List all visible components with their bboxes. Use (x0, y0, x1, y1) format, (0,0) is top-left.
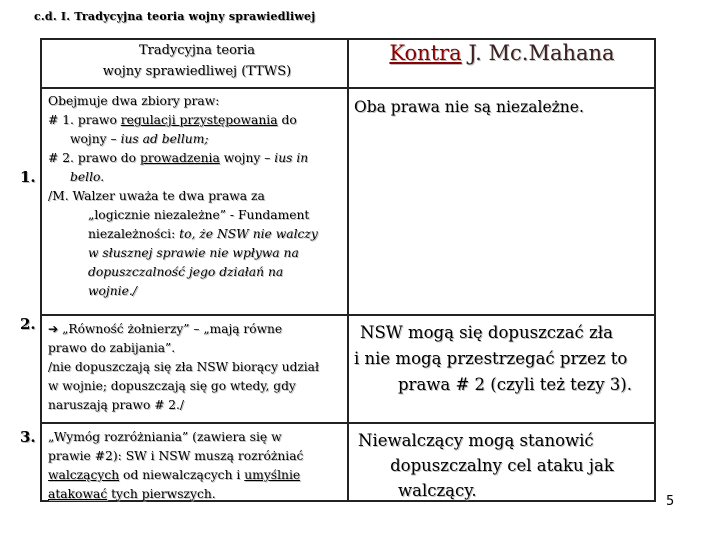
row3-right-cell (354, 428, 650, 503)
left-header-line-1: Tradycyjna teoria (138, 43, 256, 58)
row1-left-line: # 2. prawo do prowadzenia wojny – ius in (48, 151, 309, 165)
row1-left-line: „logicznie niezależne” - Fundament (88, 208, 310, 222)
row1-right-cell (354, 96, 650, 119)
contra-word: Kontra (389, 41, 462, 65)
row3-left-cell (48, 428, 346, 504)
row3-left-line: „Wymóg rozróżniania” (zawiera się w (48, 430, 282, 444)
row1-left-line: wojnie./ (88, 284, 137, 298)
page-number: 5 (666, 494, 675, 509)
arrow-icon: ➔ (48, 322, 59, 336)
row2-left-cell (48, 320, 346, 415)
row2-left-line: /nie dopuszczają się zła NSW biorący udział (48, 360, 319, 374)
row1-left-line: dopuszczalność jego działań na (88, 265, 284, 279)
row2-right-line: i nie mogą przestrzegać przez to (354, 349, 628, 368)
column-divider (347, 38, 349, 502)
row-number-3: 3. (20, 428, 36, 446)
row3-left-line: atakować tych pierwszych. (48, 487, 216, 501)
row3-left-line: walczących od niewalczących i umyślnie (48, 468, 301, 482)
row1-left-line: # 1. prawo regulacji przystępowania do (48, 113, 297, 127)
row-number-1: 1. (20, 168, 36, 186)
row1-left-line: w słusznej sprawie nie wpływa na (88, 246, 299, 260)
row1-right-text: Oba prawa nie są niezależne. (354, 98, 584, 116)
row1-left-line: wojny – ius ad bellum; (70, 132, 209, 146)
row3-left-line: prawie #2): SW i NSW muszą rozróżniać (48, 449, 304, 463)
row1-left-line: niezależności: to, że NSW nie walczy (88, 227, 318, 241)
row1-left-line: /M. Walzer uważa te dwa prawa za (48, 189, 265, 203)
row3-right-line: dopuszczalny cel ataku jak (390, 456, 614, 475)
row2-left-line: ➔ „Równość żołnierzy” – „mają równe (48, 322, 283, 336)
row1-left-cell (48, 92, 346, 301)
right-column-header (354, 42, 650, 65)
left-column-header (48, 40, 346, 82)
left-header-line-2: wojny sprawiedliwej (TTWS) (102, 64, 292, 79)
row2-left-line: w wojnie; dopuszczają się go wtedy, gdy (48, 379, 296, 393)
row1-left-line: Obejmuje dwa zbiory praw: (48, 94, 220, 108)
row2-right-line: NSW mogą się dopuszczać zła (360, 323, 613, 342)
row-number-2: 2. (20, 315, 36, 333)
row3-right-line: Niewalczący mogą stanowić (358, 431, 594, 450)
row3-right-line: walczący. (398, 481, 477, 500)
mcmahan-name: J. Mc.Mahana (461, 41, 615, 65)
header-title: c.d. I. Tradycyjna teoria wojny sprawiedliwej (34, 10, 316, 23)
row2-left-line: prawo do zabijania”. (48, 341, 176, 355)
row2-right-cell (354, 320, 650, 398)
row2-left-line: naruszają prawo # 2./ (48, 398, 185, 412)
regulacji-link-text: regulacji przystępowania (120, 113, 278, 127)
row2-right-line: prawa # 2 (czyli też tezy 3). (398, 375, 632, 394)
row1-left-line: bello. (70, 170, 105, 184)
